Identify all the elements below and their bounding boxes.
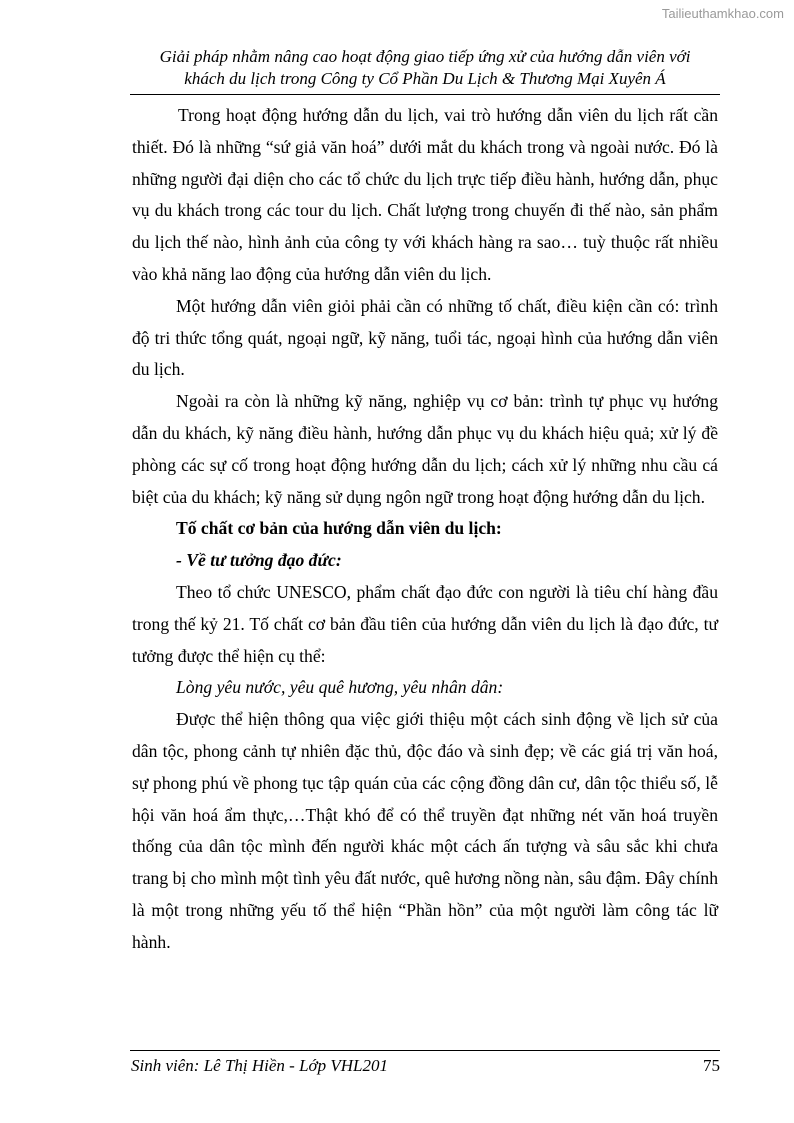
page-number: 75 <box>703 1056 720 1075</box>
paragraph-3: Ngoài ra còn là những kỹ năng, nghiệp vụ cơ bản: trình tự phục vụ hướng dẫn du khách, kỹ năng điều hành, hướng dẫn phục vụ du khách hiệu quả; xử lý đề phòng các sự cố trong hoạt động hướng dẫn du lịch; cách xử lý những nhu cầu cá biệt của du khách; kỹ năng sử dụng ngôn ngữ trong hoạt động hướng dẫn du lịch. <box>132 391 718 507</box>
footer-divider <box>130 1050 720 1051</box>
footer-student-info: Sinh viên: Lê Thị Hiền - Lớp VHL201 <box>131 1056 388 1075</box>
header-line-2: khách du lịch trong Công ty Cổ Phần Du Lịch & Thương Mại Xuyên Á <box>184 69 666 88</box>
section-heading: Tố chất cơ bản của hướng dẫn viên du lịch: <box>176 518 502 539</box>
paragraph-1: Trong hoạt động hướng dẫn du lịch, vai trò hướng dẫn viên du lịch rất cần thiết. Đó là những “sứ giả văn hoá” dưới mắt du khách trong và ngoài nước. Đó là những người đại diện cho các tổ chức du lịch trực tiếp điều hành, hướng dẫn, phục vụ du khách trong các tour du lịch. Chất lượng trong chuyến đi thế nào, sản phẩm du lịch thế nào, hình ảnh của công ty với khách hàng ra sao… tuỳ thuộc rất nhiều vào khả năng lao động của hướng dẫn viên du lịch. <box>132 105 718 284</box>
subsection-heading: - Về tư tưởng đạo đức: <box>176 550 342 571</box>
header-divider <box>130 94 720 95</box>
paragraph-4: Theo tổ chức UNESCO, phẩm chất đạo đức con người là tiêu chí hàng đầu trong thế kỷ 21. Tố chất cơ bản đầu tiên của hướng dẫn viên du lịch là đạo đức, tư tưởng được thể hiện cụ thể: <box>132 581 718 666</box>
watermark: Tailieuthamkhao.com <box>661 6 784 21</box>
italic-subheading: Lòng yêu nước, yêu quê hương, yêu nhân dân: <box>176 677 504 698</box>
paragraph-5: Được thể hiện thông qua việc giới thiệu một cách sinh động về lịch sử của dân tộc, phong cảnh tự nhiên đặc thủ, độc đáo và sinh đẹp; về các giá trị văn hoá, sự phong phú về phong tục tập quán của các cộng đồng dân cư, dân tộc thiểu số, lễ hội văn hoá ẩm thực,…Thật khó để có thể truyền đạt những nét văn hoá truyền thống của dân tộc mình đến người khác một cách ấn tượng và sâu sắc khi chưa trang bị cho mình một tình yêu đất nước, quê hương nồng nàn, sâu đậm. Đây chính là một trong những yếu tố thể hiện “Phần hồn” của một người làm công tác lữ hành. <box>132 709 718 952</box>
running-header <box>130 46 720 90</box>
page-body <box>132 100 718 959</box>
header-line-1: Giải pháp nhằm nâng cao hoạt động giao tiếp ứng xử của hướng dẫn viên với <box>159 47 691 66</box>
paragraph-2: Một hướng dẫn viên giỏi phải cần có những tố chất, điều kiện cần có: trình độ tri thức tổng quát, ngoại ngữ, kỹ năng, tuổi tác, ngoại hình của hướng dẫn viên du lịch. <box>132 295 718 380</box>
